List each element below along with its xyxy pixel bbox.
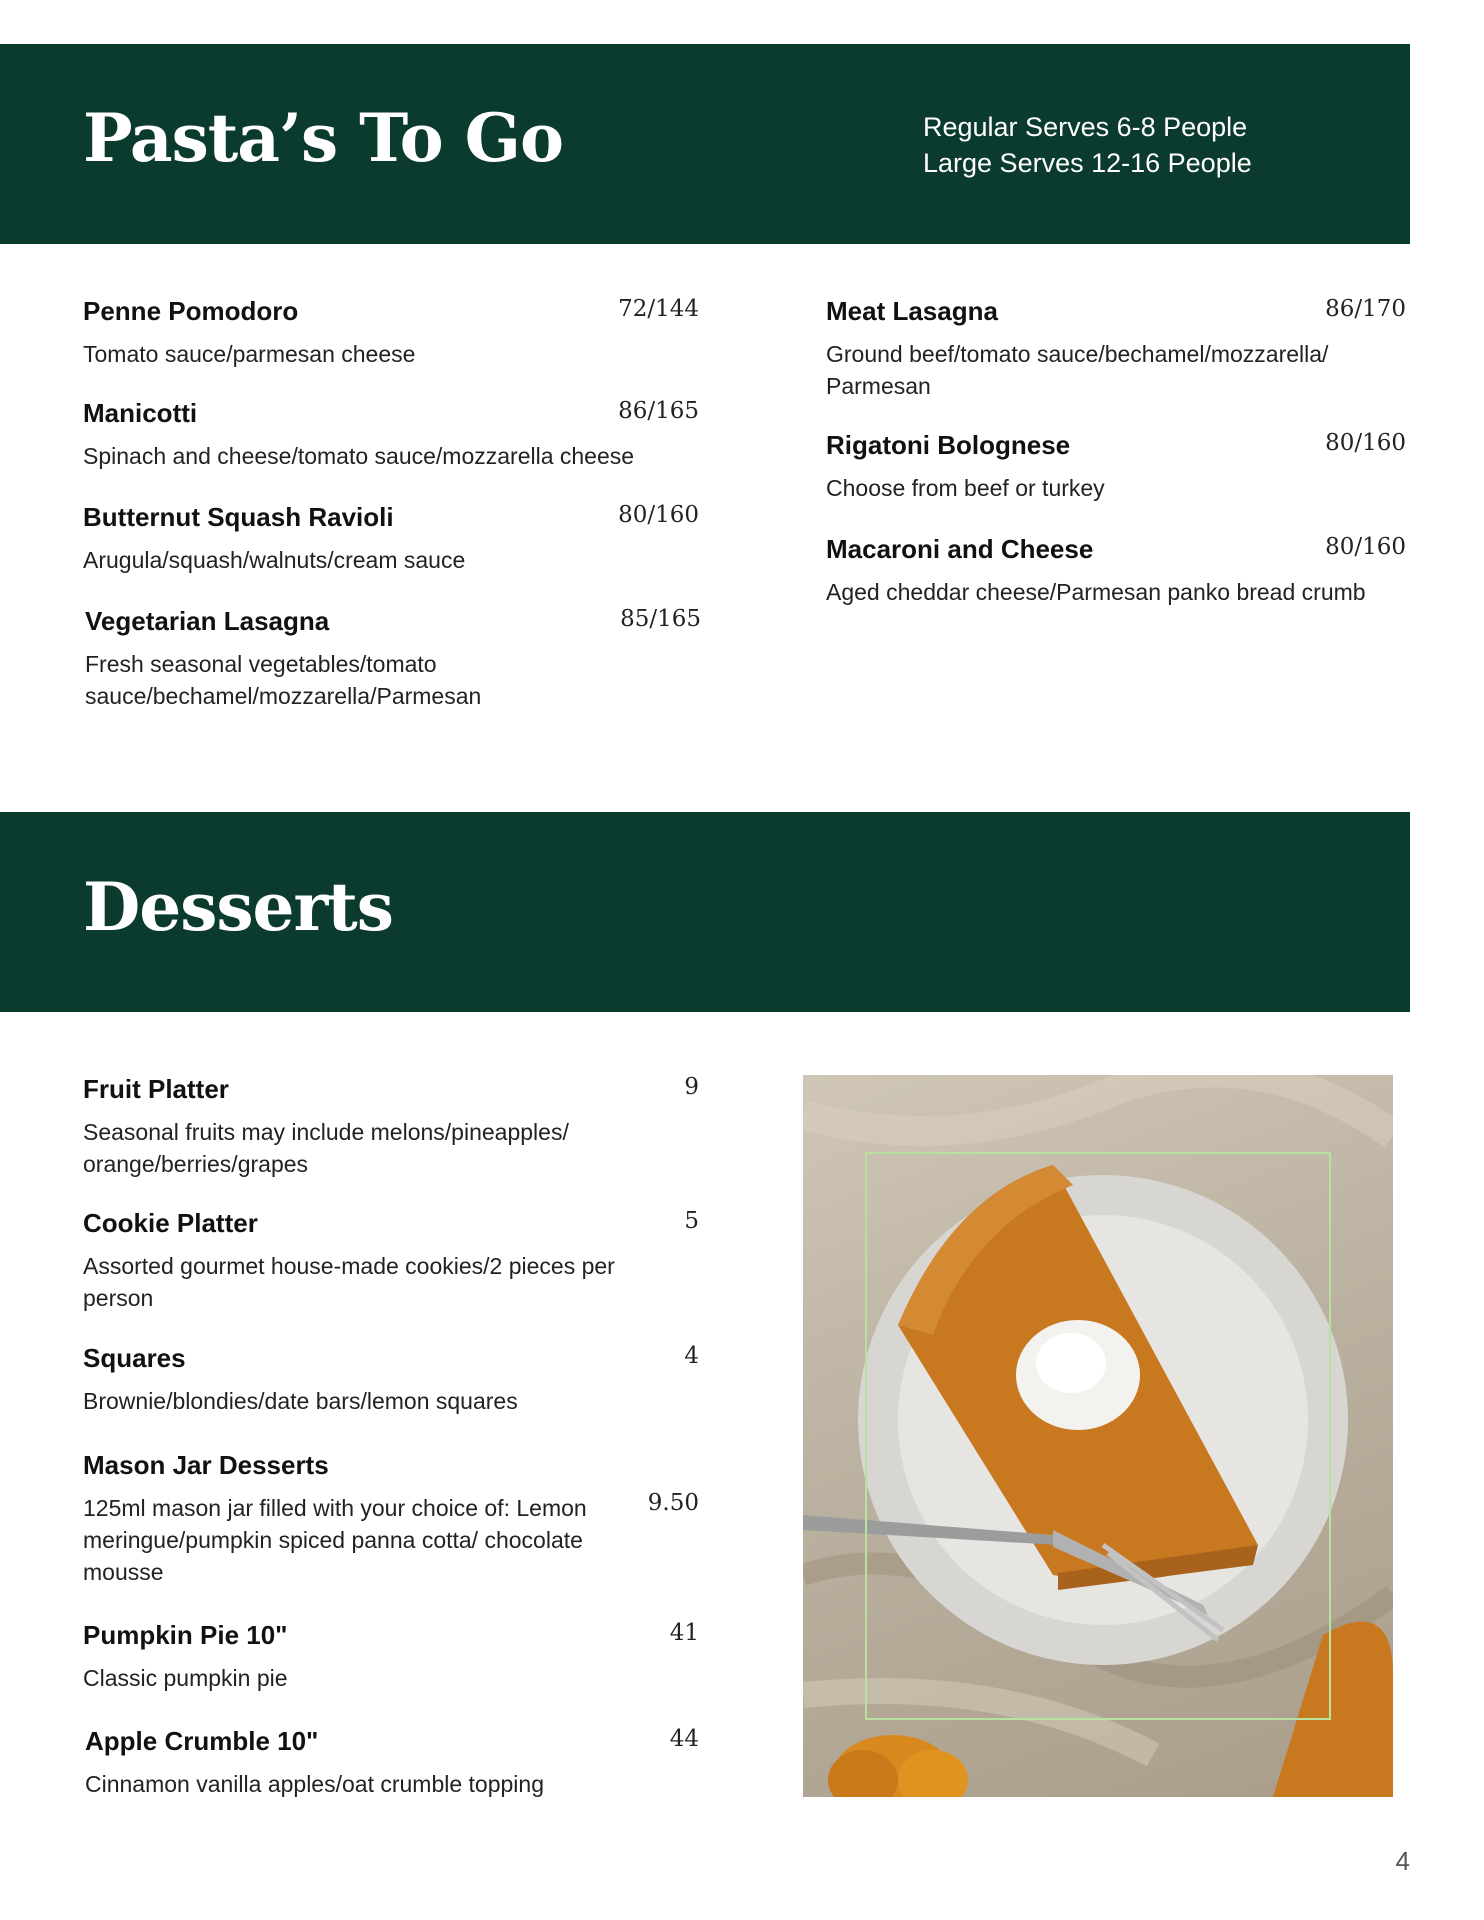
desserts-header-banner — [0, 812, 1410, 1012]
item-description: Assorted gourmet house-made cookies/2 pieces per person — [83, 1253, 615, 1311]
page-number: 4 — [1395, 1846, 1410, 1876]
item-description: Aged cheddar cheese/Parmesan panko bread crumb — [826, 579, 1366, 605]
pasta-section-title: Pasta’s To Go — [83, 99, 564, 177]
item-name: Mason Jar Desserts — [83, 1450, 329, 1480]
item-name: Vegetarian Lasagna — [85, 606, 330, 636]
item-price: 86/165 — [618, 398, 699, 424]
item-description: Arugula/squash/walnuts/cream sauce — [83, 547, 466, 573]
pasta-header-banner — [0, 44, 1410, 244]
item-description: Fresh seasonal vegetables/tomato sauce/bechamel/mozzarella/Parmesan — [85, 651, 482, 709]
item-description: Classic pumpkin pie — [83, 1665, 288, 1691]
item-name: Macaroni and Cheese — [826, 534, 1094, 564]
item-name: Squares — [83, 1343, 186, 1373]
item-price: 86/170 — [1325, 296, 1406, 322]
item-name: Apple Crumble 10" — [85, 1726, 319, 1756]
item-price: 4 — [684, 1343, 699, 1369]
serves-large: Large Serves 12-16 People — [923, 148, 1252, 178]
item-price: 72/144 — [618, 296, 699, 322]
item-description: Choose from beef or turkey — [826, 475, 1105, 501]
item-price: 9 — [684, 1074, 699, 1100]
item-price: 80/160 — [1325, 534, 1406, 560]
item-description: Cinnamon vanilla apples/oat crumble topping — [85, 1771, 545, 1797]
item-name: Rigatoni Bolognese — [826, 430, 1071, 460]
desserts-section-title: Desserts — [83, 868, 393, 946]
item-price: 5 — [684, 1208, 699, 1234]
item-price: 44 — [669, 1726, 699, 1752]
item-description: Ground beef/tomato sauce/bechamel/mozzarella/ Parmesan — [826, 341, 1329, 399]
item-description: Spinach and cheese/tomato sauce/mozzarella cheese — [83, 443, 635, 469]
item-price: 85/165 — [620, 606, 701, 632]
item-price: 80/160 — [618, 502, 699, 528]
item-name: Pumpkin Pie 10" — [83, 1620, 288, 1650]
item-name: Meat Lasagna — [826, 296, 998, 326]
item-description: 125ml mason jar filled with your choice of: Lemon meringue/pumpkin spiced panna cotta/ chocolate mousse — [83, 1495, 587, 1585]
item-price: 80/160 — [1325, 430, 1406, 456]
item-name: Cookie Platter — [83, 1208, 258, 1238]
item-description: Brownie/blondies/date bars/lemon squares — [83, 1388, 518, 1414]
item-description: Tomato sauce/parmesan cheese — [83, 341, 416, 367]
item-name: Penne Pomodoro — [83, 296, 299, 326]
item-price: 41 — [669, 1620, 699, 1646]
serves-regular: Regular Serves 6-8 People — [923, 112, 1248, 142]
item-description: Seasonal fruits may include melons/pineapples/ orange/berries/grapes — [83, 1119, 569, 1177]
serving-sizes — [923, 109, 1252, 181]
item-name: Fruit Platter — [83, 1074, 229, 1104]
pumpkin-pie-photo — [803, 1075, 1393, 1797]
item-name: Butternut Squash Ravioli — [83, 502, 394, 532]
item-price: 9.50 — [647, 1490, 699, 1516]
item-name: Manicotti — [83, 398, 198, 428]
